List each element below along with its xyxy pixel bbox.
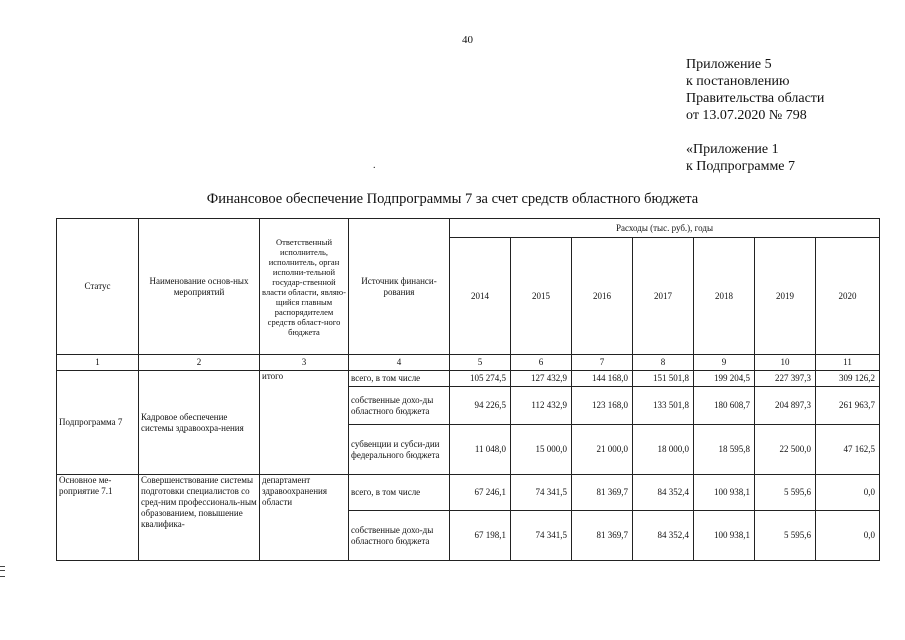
sub-appendix-line: «Приложение 1 [686,142,779,157]
appendix-block [686,56,824,124]
row-value: 67 246,1 [450,475,511,511]
row-value: 67 198,1 [450,511,511,561]
header-year: 2017 [633,238,694,355]
stray-mark: . [373,160,376,171]
column-number: 6 [511,355,572,371]
row-value: 133 501,8 [633,387,694,425]
row-status: Подпрограмма 7 [57,371,139,475]
row-value: 18 000,0 [633,425,694,475]
row-value: 0,0 [816,511,880,561]
row-value: 18 595,8 [694,425,755,475]
row-executor: итого [260,371,349,475]
row-value: 5 595,6 [755,511,816,561]
row-value: 0,0 [816,475,880,511]
row-value: 144 168,0 [572,371,633,387]
appendix-line: от 13.07.2020 № 798 [686,108,807,123]
header-executor: Ответственный исполнитель, исполнитель, орган исполни-тельной государ-ственной власти области, являю-щийся главным распорядителем средств област-ного бюджета [260,219,349,355]
column-number-row [57,355,880,371]
row-value: 11 048,0 [450,425,511,475]
row-value: 112 432,9 [511,387,572,425]
header-year: 2015 [511,238,572,355]
row-measure-name: Совершенствование системы подготовки специалистов со сред-ним профессиональ-ным образованием, повышение квалифика- [139,475,260,561]
row-value: 127 432,9 [511,371,572,387]
row-value: 15 000,0 [511,425,572,475]
document-title: Финансовое обеспечение Подпрограммы 7 за счет средств областного бюджета [206,191,699,207]
row-value: 105 274,5 [450,371,511,387]
row-value: 100 938,1 [694,511,755,561]
page-number: 40 [462,34,473,46]
row-status: Основное ме-роприятие 7.1 [57,475,139,561]
row-value: 309 126,2 [816,371,880,387]
row-source: всего, в том числе [349,475,450,511]
appendix-line: Приложение 5 [686,57,772,72]
row-source: собственные дохо-ды областного бюджета [349,387,450,425]
row-value: 204 897,3 [755,387,816,425]
header-status: Статус [57,219,139,355]
row-value: 84 352,4 [633,511,694,561]
row-value: 22 500,0 [755,425,816,475]
row-source: субвенции и субси-дии федерального бюджета [349,425,450,475]
column-number: 4 [349,355,450,371]
row-executor: департамент здравоохранения области [260,475,349,561]
column-number: 3 [260,355,349,371]
header-year: 2014 [450,238,511,355]
row-value: 94 226,5 [450,387,511,425]
header-year: 2016 [572,238,633,355]
row-value: 5 595,6 [755,475,816,511]
row-source: собственные дохо-ды областного бюджета [349,511,450,561]
row-value: 261 963,7 [816,387,880,425]
appendix-line: к постановлению [686,74,790,89]
row-value: 151 501,8 [633,371,694,387]
column-number: 11 [816,355,880,371]
row-value: 84 352,4 [633,475,694,511]
column-number: 5 [450,355,511,371]
header-source: Источник финанси-рования [349,219,450,355]
row-value: 199 204,5 [694,371,755,387]
table-row [57,371,880,387]
row-value: 47 162,5 [816,425,880,475]
row-value: 123 168,0 [572,387,633,425]
margin-mark [0,566,5,577]
column-number: 7 [572,355,633,371]
row-value: 180 608,7 [694,387,755,425]
row-value: 81 369,7 [572,475,633,511]
row-measure-name: Кадровое обеспечение системы здравоохра-нения [139,371,260,475]
sub-appendix-line: к Подпрограмме 7 [686,159,796,174]
header-year: 2018 [694,238,755,355]
column-number: 1 [57,355,139,371]
row-value: 74 341,5 [511,511,572,561]
row-value: 100 938,1 [694,475,755,511]
header-expenses: Расходы (тыс. руб.), годы [450,219,880,238]
appendix-line: Правительства области [686,91,825,106]
header-year: 2019 [755,238,816,355]
sub-appendix-block [686,141,795,175]
row-value: 81 369,7 [572,511,633,561]
column-number: 10 [755,355,816,371]
row-value: 227 397,3 [755,371,816,387]
header-year: 2020 [816,238,880,355]
row-value: 74 341,5 [511,475,572,511]
financing-table [56,218,880,561]
column-number: 9 [694,355,755,371]
column-number: 8 [633,355,694,371]
header-row [57,219,880,238]
row-value: 21 000,0 [572,425,633,475]
header-measures: Наименование основ-ных мероприятий [139,219,260,355]
column-number: 2 [139,355,260,371]
table-row [57,475,880,511]
row-source: всего, в том числе [349,371,450,387]
